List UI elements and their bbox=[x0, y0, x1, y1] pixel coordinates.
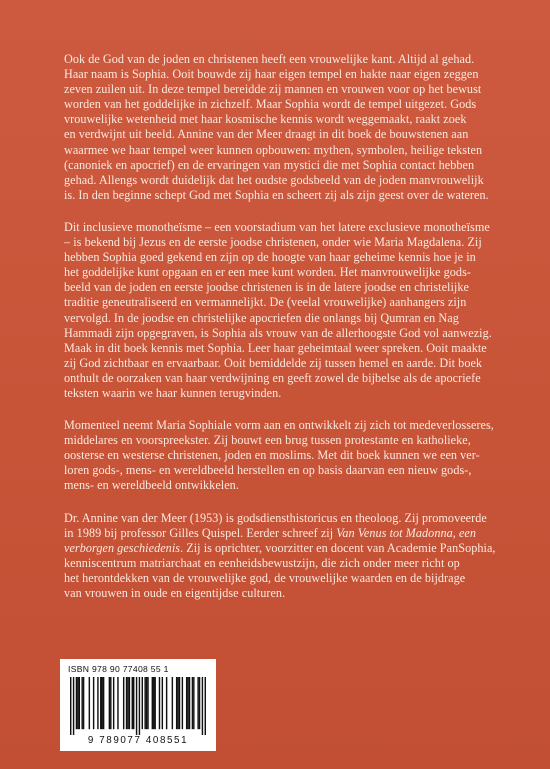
paragraph bbox=[64, 52, 492, 203]
text-line: Dit inclusieve monotheïsme – een voorstadium van het latere exclusieve monotheïsme bbox=[64, 219, 490, 234]
text-line: zeven zuilen uit. In deze tempel bereidde zij mannen en vrouwen voor op het bewust bbox=[64, 82, 482, 97]
paragraph bbox=[64, 510, 496, 602]
barcode-bar bbox=[182, 677, 183, 729]
barcode-bar bbox=[76, 677, 77, 729]
text-line: Haar naam is Sophia. Ooit bouwde zij haar eigen tempel en hakte naar eigen zeggen bbox=[64, 67, 479, 82]
barcode-bar bbox=[127, 677, 128, 729]
barcode-bar bbox=[100, 677, 101, 729]
text-line: middelares en voorspreekster. Zij bouwt een brug tussen protestante en katholieke, bbox=[64, 433, 471, 448]
text-line: oosterse en westerse christenen, joden en moslims. Met dit boek kunnen we een ver- bbox=[64, 448, 480, 463]
text-line: gehad. Allengs wordt duidelijk dat het oudste godsbeeld van de joden manvrouwelijk bbox=[64, 172, 484, 187]
text-line: het goddelijke kunt opgaan en er een mee kunt worden. Het manvrouwelijke gods- bbox=[64, 265, 471, 280]
text-line: loren gods-, mens- en wereldbeeld herstellen en op basis daarvan een nieuw gods-, bbox=[64, 463, 472, 478]
barcode-bar bbox=[132, 677, 133, 729]
text-line: in 1989 bij professor Gilles Quispel. Eerder schreef zij Van Venus tot Madonna, een bbox=[64, 525, 477, 540]
barcode-bar bbox=[93, 677, 94, 729]
barcode-bar bbox=[113, 677, 114, 729]
text-line: onthult de oorzaken van haar verdwijning en geeft zowel de bijbelse als de apocriefe bbox=[64, 370, 481, 385]
isbn-barcode bbox=[60, 659, 216, 751]
text-line: traditie geneutraliseerd en vermannelijkt. De (veelal vrouwelijke) aanhangers zijn bbox=[64, 295, 467, 310]
barcode-bar bbox=[172, 677, 173, 729]
barcode-bar bbox=[133, 677, 134, 729]
text-line: waarmee we haar tempel weer kunnen opbouwen: mythen, symbolen, heilige teksten bbox=[64, 142, 483, 157]
barcode-bar bbox=[89, 677, 90, 729]
barcode-bar bbox=[79, 677, 80, 729]
barcode-bar bbox=[81, 677, 82, 729]
text-line: Hammadi zijn opgegraven, is Sophia als vrouw van de allerhoogste God vol aanwezig. bbox=[64, 325, 492, 340]
barcode-bar bbox=[117, 677, 118, 729]
barcode-bar bbox=[136, 677, 137, 735]
isbn-label: ISBN 978 90 77408 55 1 bbox=[68, 664, 169, 674]
barcode-bar bbox=[147, 677, 148, 729]
barcode-bar bbox=[146, 677, 147, 729]
text-line: Dr. Annine van der Meer (1953) is godsdiensthistoricus en theoloog. Zij promoveerde bbox=[64, 510, 487, 525]
barcode-bar bbox=[144, 677, 145, 729]
barcode-bar bbox=[166, 677, 167, 729]
text-line: van vrouwen in oude en eigentijdse culturen. bbox=[64, 586, 286, 600]
barcode-bar bbox=[101, 677, 102, 729]
text-line: beeld van de joden en eerste joodse christenen is in de latere joodse en christelijke bbox=[64, 280, 469, 295]
paragraph bbox=[64, 418, 492, 493]
barcode-bar bbox=[109, 677, 110, 729]
barcode-bar bbox=[177, 677, 178, 729]
barcode-bar bbox=[205, 677, 206, 735]
text-line: Momenteel neemt Maria Sophiale vorm aan en ontwikkelt zij zich tot medeverlosseres, bbox=[64, 418, 494, 433]
barcode-bar bbox=[126, 677, 127, 729]
barcode-bar bbox=[202, 677, 203, 735]
barcode-bar bbox=[179, 677, 180, 729]
barcode-bar bbox=[152, 677, 153, 729]
text-line: Ook de God van de joden en christenen heeft een vrouwelijke kant. Altijd al gehad. bbox=[64, 52, 475, 66]
barcode-bar bbox=[189, 677, 190, 729]
barcode-bar bbox=[186, 677, 187, 729]
text-line: vervolgd. In de joodse en christelijke apocriefen die onlangs bij Qumran en Nag bbox=[64, 310, 459, 325]
text-line: mens- en wereldbeeld ontwikkelen. bbox=[64, 478, 239, 493]
barcode-bar bbox=[154, 677, 155, 729]
text-line: (canoniek en apocrief) en de ervaringen van mystici die met Sophia contact hebben bbox=[64, 157, 475, 172]
barcode-bar bbox=[83, 677, 84, 729]
book-title-italic: Van Venus tot Madonna, een bbox=[336, 525, 477, 540]
paragraph bbox=[64, 220, 492, 401]
barcode-bar bbox=[192, 677, 193, 729]
text-line: is. In den beginne schept God met Sophia en scheert zij als zijn geest over de wateren. bbox=[64, 187, 489, 202]
ean-digits: 9 789077 408551 bbox=[87, 735, 189, 746]
barcode-bar bbox=[153, 677, 154, 729]
barcode-bar bbox=[70, 677, 71, 735]
barcode-bar bbox=[110, 677, 111, 729]
barcode-bar bbox=[199, 677, 200, 729]
text-line: – is bekend bij Jezus en de eerste joodse christenen, onder wie Maria Magdalena. Zij bbox=[64, 235, 482, 250]
barcode-bars bbox=[70, 677, 206, 735]
text-line: en verdwijnt uit beeld. Annine van der Meer draagt in dit boek de bouwstenen aan bbox=[64, 127, 469, 142]
barcode-bar bbox=[103, 677, 104, 729]
barcode-bar bbox=[162, 677, 163, 729]
text-line: vrouwelijke wetenheid met haar kosmische kennis wordt weggemaakt, raakt zoek bbox=[64, 112, 467, 127]
text-line: worden van het goddelijke in zichzelf. Maar Sophia wordt de tempel uitgezet. Gods bbox=[64, 97, 477, 112]
barcode-bar bbox=[97, 677, 98, 729]
barcode-bar bbox=[142, 677, 143, 729]
text-line: verborgen geschiedenis. Zij is oprichter, voorzitter en docent van Academie PanSophia, bbox=[64, 540, 496, 555]
text-line: Maak in dit boek kennis met Sophia. Leer haar geheimtaal weer spreken. Ooit maakte bbox=[64, 340, 487, 355]
barcode-bar bbox=[123, 677, 124, 729]
barcode-bar bbox=[139, 677, 140, 735]
text-line: zij God zichtbaar en ervaarbaar. Ooit bemiddelde zij tussen hemel en aarde. Dit boek bbox=[64, 355, 483, 370]
barcode-bar bbox=[176, 677, 177, 729]
barcode-bar bbox=[197, 677, 198, 729]
barcode-bar bbox=[159, 677, 160, 729]
book-title-italic: verborgen geschiedenis bbox=[64, 540, 181, 555]
text-line: kenniscentrum matriarchaat en eenheidsbewustzijn, die zich onder meer richt op bbox=[64, 555, 460, 570]
text-line: teksten waarin we haar kunnen terugvinden. bbox=[64, 385, 282, 400]
text-line: het herontdekken van de vrouwelijke god, de vrouwelijke waarden en de bijdrage bbox=[64, 570, 466, 585]
barcode-bar bbox=[73, 677, 74, 735]
blurb-text bbox=[64, 52, 496, 618]
barcode-bar bbox=[129, 677, 130, 729]
barcode-bar bbox=[193, 677, 194, 729]
text-line: hebben Sophia goed gekend en zijn op de hoogte van haar geheime kennis hoe je in bbox=[64, 250, 476, 265]
barcode-bar bbox=[77, 677, 78, 729]
barcode-bar bbox=[187, 677, 188, 729]
